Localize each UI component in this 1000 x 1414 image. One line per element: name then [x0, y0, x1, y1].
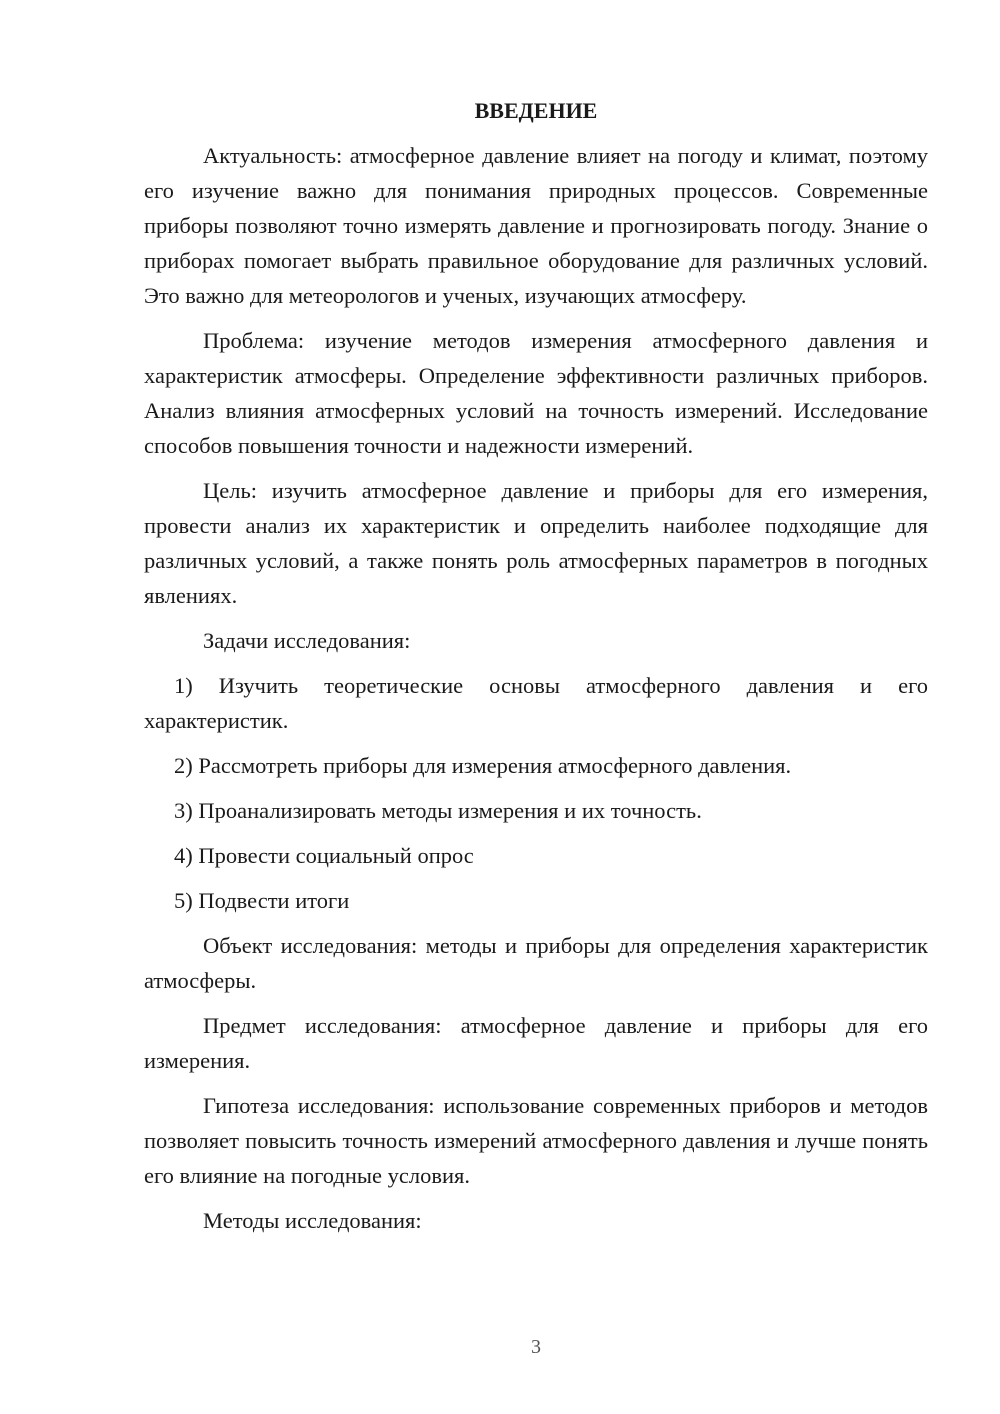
task-item: 5) Подвести итоги — [174, 888, 350, 913]
page-number: 3 — [531, 1336, 541, 1358]
object-paragraph: Объект исследования: методы и приборы для определения характеристик атмосферы. — [144, 933, 928, 993]
relevance-paragraph: Актуальность: атмосферное давление влияет на погоду и климат, поэтому его изучение важно для понимания природных процессов. Современные приборы позволяют точно измерять давление и прогнозировать погоду. Знание о приборах помогает выбрать правильное оборудование для различных условий. Это важно для метеорологов и ученых, изучающих атмосферу. — [144, 143, 928, 308]
task-item: 1) Изучить теоретические основы атмосферного давления и его характеристик. — [144, 673, 928, 733]
methods-heading: Методы исследования: — [203, 1208, 422, 1233]
task-item: 3) Проанализировать методы измерения и их точность. — [174, 798, 702, 823]
goal-paragraph: Цель: изучить атмосферное давление и приборы для его измерения, провести анализ их характеристик и определить наиболее подходящие для различных условий, а также понять роль атмосферных параметров в погодных явлениях. — [144, 478, 928, 608]
page-title: ВВЕДЕНИЕ — [474, 98, 598, 123]
page-content — [144, 96, 928, 1248]
task-item: 4) Провести социальный опрос — [174, 843, 474, 868]
problem-paragraph: Проблема: изучение методов измерения атмосферного давления и характеристик атмосферы. Определение эффективности различных приборов. Анализ влияния атмосферных условий на точность измерений. Исследование способов повышения точности и надежности измерений. — [144, 328, 928, 458]
tasks-heading: Задачи исследования: — [203, 628, 411, 653]
task-item: 2) Рассмотреть приборы для измерения атмосферного давления. — [174, 753, 792, 778]
subject-paragraph: Предмет исследования: атмосферное давление и приборы для его измерения. — [144, 1013, 928, 1073]
hypothesis-paragraph: Гипотеза исследования: использование современных приборов и методов позволяет повысить точность измерений атмосферного давления и лучше понять его влияние на погодные условия. — [144, 1093, 928, 1188]
